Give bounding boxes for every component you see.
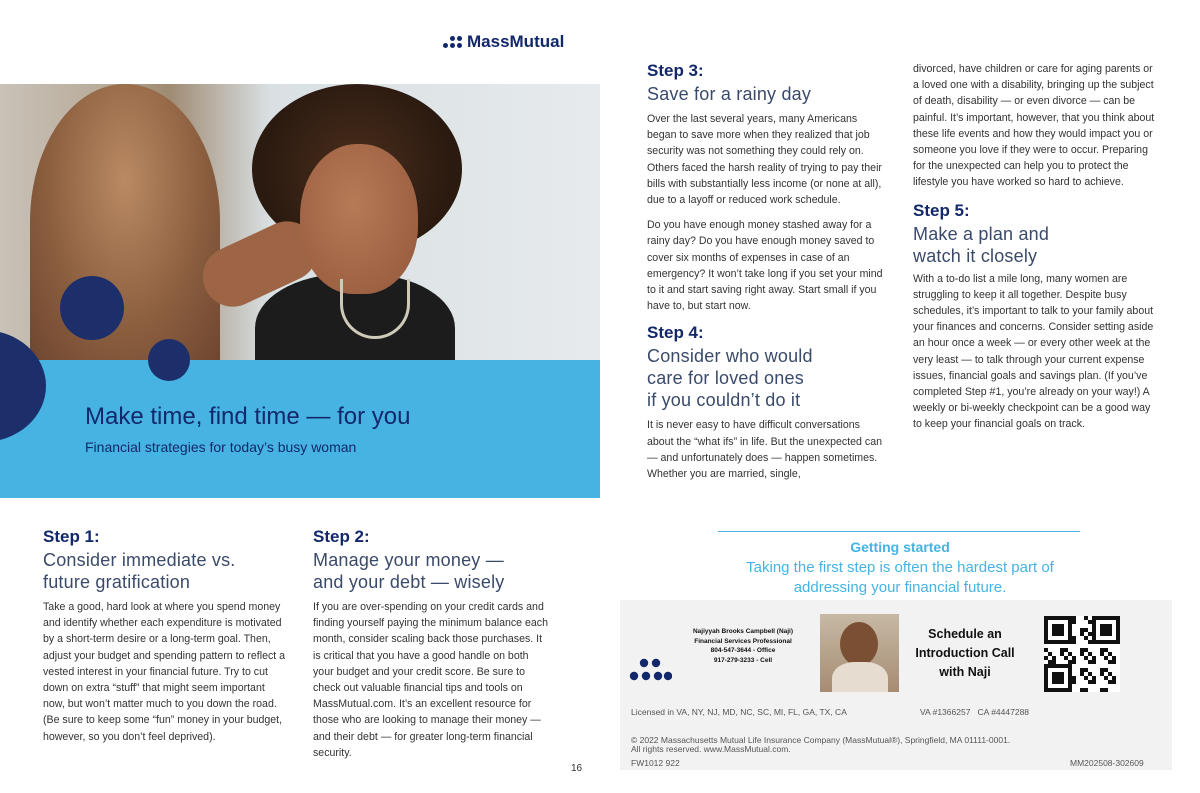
contact-office: 804-547-3644 - Office <box>710 647 776 654</box>
step4-title: Consider who would care for loved ones if you couldn’t do it <box>647 346 813 411</box>
step1-heading: Step 1: <box>43 527 100 546</box>
getting-started-title: Getting started <box>850 539 950 555</box>
step2-body: If you are over-spending on your credit cards and finding yourself paying the minimum balance each month, consider scaling back those purchases. It is critical that you have a good handle on both your budget and your credit score. Be sure to check out valuable financial tips and tools on MassMutual.com. It’s an excellent resource for those who are looking to manage their money — and their debt — for greater long-term financial security. <box>313 601 548 759</box>
step4-5-section <box>913 61 1158 442</box>
decor-circle-medium <box>60 276 124 340</box>
step2-title: Manage your money — and your debt — wisely <box>313 550 505 592</box>
decor-circle-small <box>148 339 190 381</box>
step3-title: Save for a rainy day <box>647 84 812 104</box>
step4-heading: Step 4: <box>647 323 704 343</box>
step5-heading: Step 5: <box>913 200 970 220</box>
contact-name: Najiyyah Brooks Campbell (Naji) <box>692 628 794 635</box>
step1-title: Consider immediate vs. future gratification <box>43 550 236 592</box>
divider-top <box>718 531 1080 532</box>
logo-text: MassMutual <box>467 32 565 51</box>
contact-info <box>679 627 807 665</box>
step4-body-continued: divorced, have children or care for aging parents or a loved one with a disability, bringing up the subject of death, disability — or even divorce — can be painful. It’s important, however, that you think about these life events and how they would impact you or someone you love if they were to occur. Preparing for the unexpected can help you to protect the lifestyle you have worked so hard to achieve. <box>913 63 1155 189</box>
mm-code: MM202508-302609 <box>1070 758 1144 768</box>
step3-body-2: Do you have enough money stashed away for a rainy day? Do you have enough money saved to cover six months of expenses in case of an emergency? It won’t take long if you set your mind to it and start saving right away. Start small if you have to, but start now. <box>647 219 883 313</box>
getting-started-subtitle: Taking the first step is often the hardest part of addressing your financial future. <box>746 559 1054 596</box>
step5-body: With a to-do list a mile long, many women are struggling to keep it all together. Despite busy schedules, it’s important to talk to your family about your finances and concerns. Consider setting aside an hour once a week — or every other week at the very least — to talk through your current expense issues, financial goals and savings plan. (If you’ve completed Step #1, you’re already on your way!) A weekly or bi-weekly checkpoint can be a good way to keep your financial goals on track. <box>913 272 1154 431</box>
step2-heading: Step 2: <box>313 527 370 546</box>
step2-section <box>313 527 549 761</box>
step1-body: Take a good, hard look at where you spend money and identify whether each expenditure is motivated by a short-term desire or a long-term goal. Then, adjust your budget and spending pattern to reflect a vested interest in your financial future. Try to cut down on extra “stuff” that might seem important now, but won’t matter much to you down the road. (Be sure to keep some “fun” money in your budget, however, so you don’t feel deprived). <box>43 601 286 743</box>
copyright-line-2: All rights reserved. www.MassMutual.com. <box>631 744 791 754</box>
contact-cell: 917-279-3233 - Cell <box>713 656 773 664</box>
schedule-call-text: Schedule an Introduction Call with Naji <box>915 627 1015 679</box>
copyright-line-1: © 2022 Massachusetts Mutual Life Insurance Company (MassMutual®), Springfield, MA 01111-0001. <box>631 735 1011 745</box>
licensed-states: Licensed in VA, NY, NJ, MD, NC, SC, MI, FL, GA, TX, CA <box>631 707 847 717</box>
page-number: 16 <box>571 763 583 774</box>
step3-body-1: Over the last several years, many Americans began to save more when they realized that job security was not something they could rely on. Others faced the harsh reality of trying to pay their bills with substantially less income (or none at all), due to a layoff or reduced work schedule. <box>647 113 882 207</box>
massmutual-logo <box>443 32 564 52</box>
banner-title: Make time, find time — for you <box>85 403 411 430</box>
contact-role: Financial Services Professional <box>694 637 792 645</box>
form-code: FW1012 922 <box>631 758 680 768</box>
step3-section <box>647 61 885 491</box>
step5-title: Make a plan and watch it closely <box>913 223 1050 266</box>
qr-code-icon[interactable] <box>1044 616 1120 692</box>
massmutual-dots-icon-large <box>628 658 672 687</box>
license-numbers: VA #1366257 CA #4447288 <box>920 707 1030 717</box>
advisor-headshot <box>820 614 899 692</box>
massmutual-dots-icon <box>443 36 462 48</box>
step1-section <box>43 527 288 745</box>
step3-heading: Step 3: <box>647 61 704 80</box>
banner-subtitle: Financial strategies for today’s busy woman <box>85 439 357 455</box>
step4-body: It is never easy to have difficult conversations about the “what ifs” in life. But the unexpected can — and unfortunately does — happen sometimes. Whether you are married, single, <box>647 419 882 481</box>
